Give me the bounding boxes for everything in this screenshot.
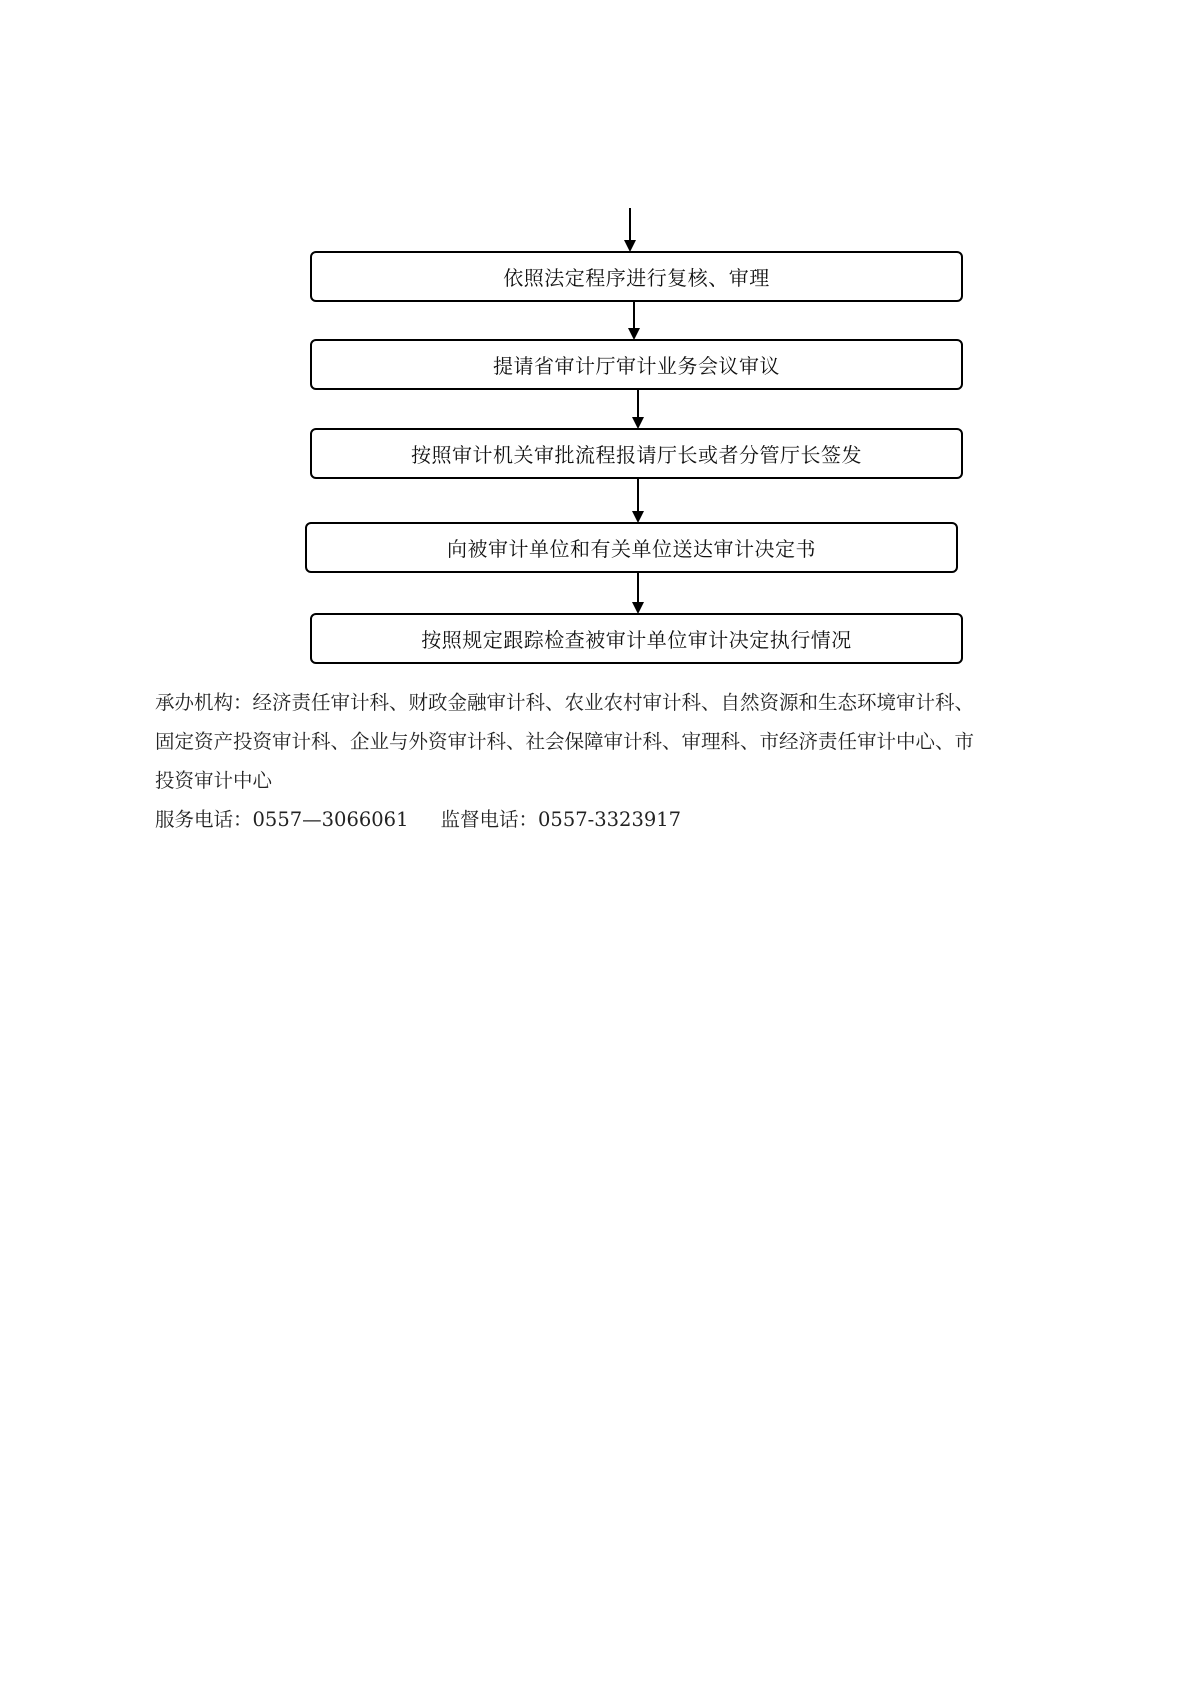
- flow-step-followup: [310, 613, 963, 664]
- flow-arrow-top: [620, 208, 640, 252]
- flow-step-followup-label: 按照规定跟踪检查被审计单位审计决定执行情况: [421, 628, 852, 652]
- flow-step-meeting-label: 提请省审计厅审计业务会议审议: [493, 354, 780, 378]
- flow-arrow-4: [628, 573, 648, 614]
- supervision-phone-number: 0557-3323917: [538, 808, 682, 831]
- flow-arrow-1: [624, 302, 644, 340]
- flow-step-delivery-label: 向被审计单位和有关单位送达审计决定书: [447, 537, 816, 561]
- flow-step-approval-label: 按照审计机关审批流程报请厅长或者分管厅长签发: [411, 443, 862, 467]
- flow-step-meeting: [310, 339, 963, 390]
- supervision-phone-label: 监督电话：: [440, 808, 539, 831]
- service-phone-number: 0557—3066061: [252, 808, 409, 831]
- organizers-line-2: 固定资产投资审计科、企业与外资审计科、社会保障审计科、审理科、市经济责任审计中心、市: [155, 730, 975, 753]
- service-phone-label: 服务电话：: [155, 808, 253, 831]
- flow-arrow-2: [628, 390, 648, 429]
- organizers-line-3: 投资审计中心: [155, 769, 273, 792]
- organizers-line-1: [155, 683, 1055, 722]
- flow-step-approval: [310, 428, 963, 479]
- contact-phones: [155, 800, 1055, 839]
- organizers-text-1: 经济责任审计科、财政金融审计科、农业农村审计科、自然资源和生态环境审计科、: [252, 691, 975, 714]
- organizers-note: [155, 683, 1055, 839]
- organizers-label: 承办机构：: [155, 691, 253, 714]
- flow-step-review-label: 依照法定程序进行复核、审理: [503, 266, 770, 290]
- flow-step-delivery: [305, 522, 958, 573]
- flow-step-review: [310, 251, 963, 302]
- flow-arrow-3: [628, 479, 648, 523]
